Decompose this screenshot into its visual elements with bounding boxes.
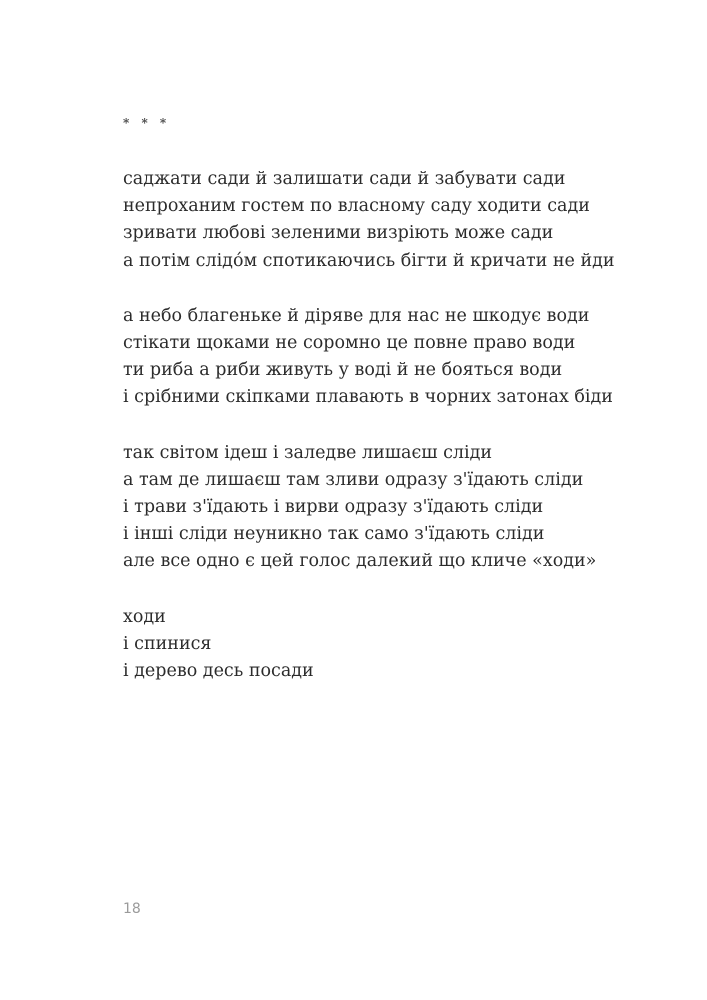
stanza-2 (123, 303, 683, 412)
poem-line: і срібними скіпками плавають в чорних затонах біди (123, 387, 613, 408)
poem-line: непроханим гостем по власному саду ходити сади (123, 196, 590, 217)
poem-line: ти риба а риби живуть у воді й не бояться води (123, 360, 563, 381)
poem-line: а небо благеньке й діряве для нас не шкодує води (123, 305, 590, 326)
poem-line: так світом ідеш і заледве лишаєш сліди (123, 442, 493, 463)
section-separator: * * * (123, 116, 171, 130)
poem-line: і інші сліди неуникно так само з'їдають сліди (123, 524, 545, 545)
poem-line: саджати сади й залишати сади й забувати сади (123, 169, 566, 189)
poem-line: ходи (123, 606, 166, 627)
poem (123, 166, 683, 713)
poem-line: а там де лишаєш там зливи одразу з'їдають сліди (123, 469, 584, 490)
stanza-1 (123, 166, 683, 275)
poem-line: зривати любові зеленими визріють може сади (123, 223, 554, 244)
poem-line: і дерево десь посади (123, 661, 314, 682)
stanza-3 (123, 440, 683, 576)
page-number: 18 (123, 901, 141, 917)
poem-line: а потім слідо́м спотикаючись бігти й кричати не йди (123, 250, 615, 271)
poem-line: і трави з'їдають і вирви одразу з'їдають сліди (123, 497, 544, 518)
poem-line: але все одно є цей голос далекий що кличе «ходи» (123, 551, 597, 572)
poem-line: і спинися (123, 633, 212, 654)
stanza-4 (123, 604, 683, 686)
poem-line: стікати щоками не соромно це повне право води (123, 333, 576, 354)
